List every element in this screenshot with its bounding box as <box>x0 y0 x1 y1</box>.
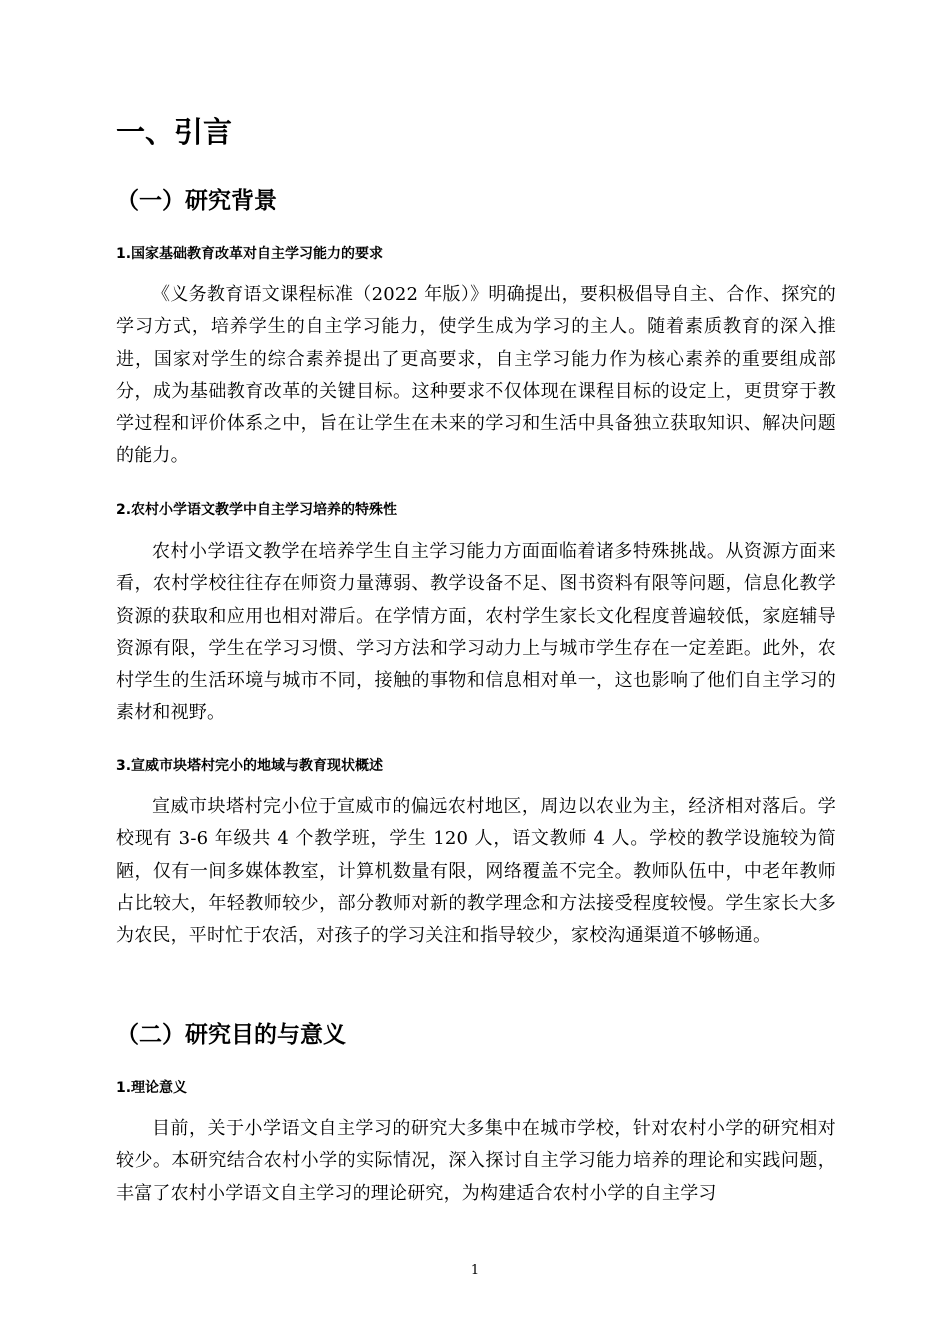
chapter-heading: 一、引言 <box>116 115 233 149</box>
page-number: 1 <box>470 1263 480 1278</box>
paragraph-school: 宣威市块塔村完小位于宣威市的偏远农村地区，周边以农业为主，经济相对落后。学校现有 3-6 年级共 4 个教学班，学生 120 人，语文教师 4 人。学校的教学设施较为简陋，仅有一间多媒体教室，计算机数量有限，网络覆盖不完全。教师队伍中，中老年教师占比较大，年轻教师较少，部分教师对新的教学理念和方法接受程度较慢。学生家长大多为农民，平时忙于农活，对孩子的学习关注和指导较少，家校沟通渠道不够畅通。 <box>116 796 836 947</box>
subsection-heading-school: 3.宣威市块塔村完小的地域与教育现状概述 <box>116 758 384 774</box>
subsection-heading-reform: 1.国家基础教育改革对自主学习能力的要求 <box>116 246 384 262</box>
paragraph-theory: 目前，关于小学语文自主学习的研究大多集中在城市学校，针对农村小学的研究相对较少。本研究结合农村小学的实际情况，深入探讨自主学习能力培养的理论和实践问题，丰富了农村小学语文自主学习的理论研究，为构建适合农村小学的自主学习 <box>116 1118 836 1204</box>
paragraph-reform: 《义务教育语文课程标准（2022 年版）》明确提出，要积极倡导自主、合作、探究的学习方式，培养学生的自主学习能力，使学生成为学习的主人。随着素质教育的深入推进，国家对学生的综合素养提出了更高要求，自主学习能力作为核心素养的重要组成部分，成为基础教育改革的关键目标。这种要求不仅体现在课程目标的设定上，更贯穿于教学过程和评价体系之中，旨在让学生在未来的学习和生活中具备独立获取知识、解决问题的能力。 <box>116 284 836 467</box>
section-heading-background: （一）研究背景 <box>116 188 277 214</box>
section-heading-purpose: （二）研究目的与意义 <box>116 1022 346 1048</box>
subsection-heading-theory: 1.理论意义 <box>116 1080 188 1096</box>
paragraph-rural: 农村小学语文教学在培养学生自主学习能力方面面临着诸多特殊挑战。从资源方面来看，农村学校往往存在师资力量薄弱、教学设备不足、图书资料有限等问题，信息化教学资源的获取和应用也相对滞后。在学情方面，农村学生家长文化程度普遍较低，家庭辅导资源有限，学生在学习习惯、学习方法和学习动力上与城市学生存在一定差距。此外，农村学生的生活环境与城市不同，接触的事物和信息相对单一，这也影响了他们自主学习的素材和视野。 <box>116 541 836 724</box>
subsection-heading-rural: 2.农村小学语文教学中自主学习培养的特殊性 <box>116 502 398 518</box>
